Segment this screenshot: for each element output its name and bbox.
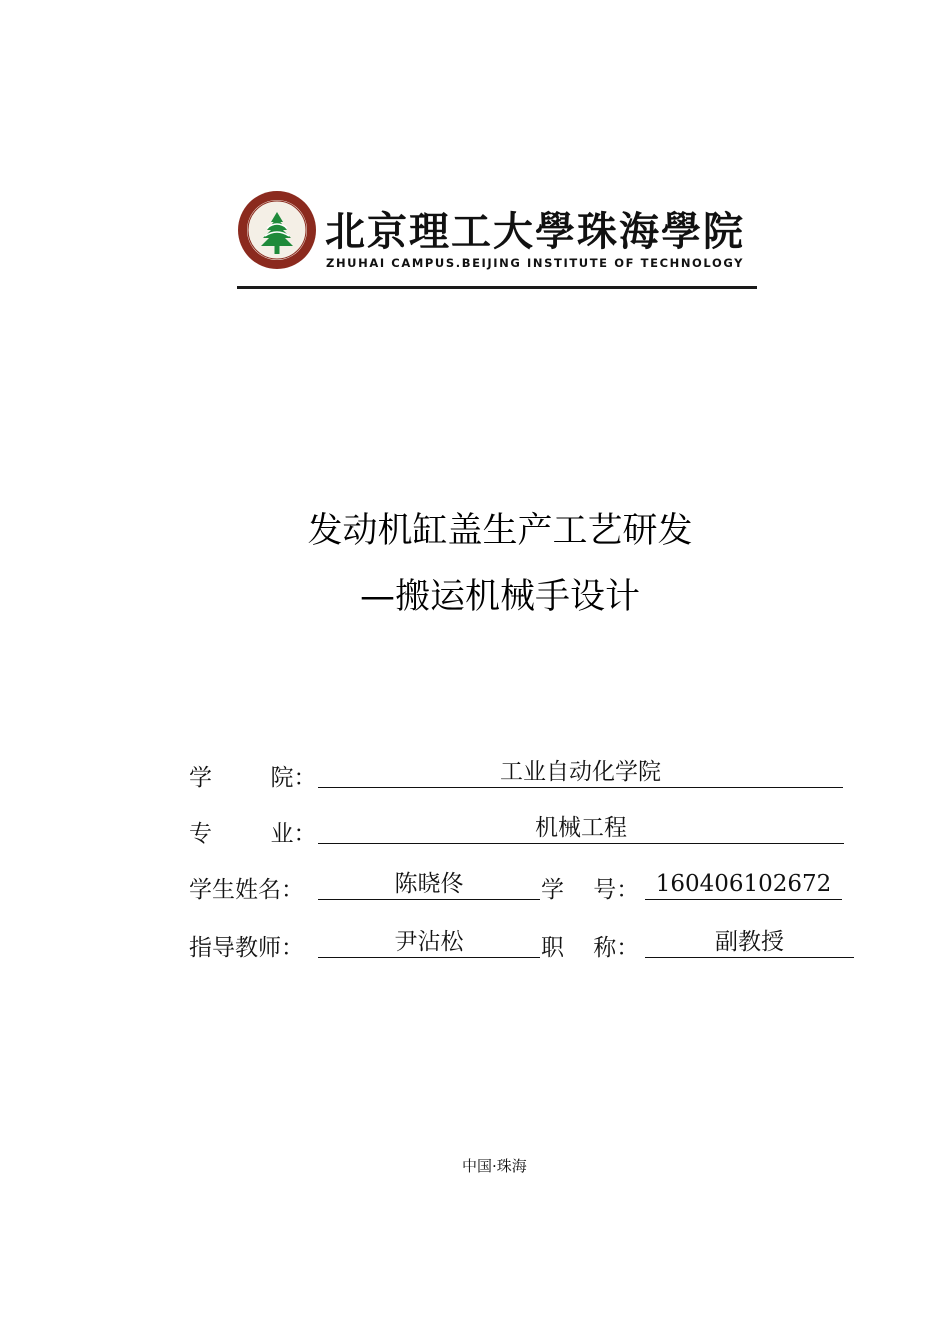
- thesis-subtitle: —搬运机械手设计: [359, 577, 640, 617]
- college-label: 学 院：: [189, 765, 317, 791]
- university-seal-icon: [237, 190, 317, 270]
- thesis-title: 发动机缸盖生产工艺研发: [307, 511, 693, 551]
- major-label: 专 业：: [189, 821, 317, 847]
- major-value: 机械工程: [318, 813, 844, 844]
- location-footer: 中国·珠海: [462, 1157, 527, 1175]
- advisor-label: 指导教师：: [189, 935, 304, 961]
- student-id-value: 160406102672: [645, 869, 842, 900]
- advisor-rank-value: 副教授: [645, 927, 854, 958]
- advisor-value: 尹沾松: [318, 927, 540, 958]
- university-name-cn: 北京理工大學珠海學院: [325, 209, 745, 255]
- advisor-rank-label: 职 称：: [541, 935, 640, 961]
- student-name-label: 学生姓名：: [189, 877, 304, 903]
- college-value: 工业自动化学院: [318, 757, 843, 788]
- student-id-label: 学 号：: [541, 877, 640, 903]
- student-name-value: 陈晓佟: [318, 869, 540, 900]
- logo-divider: [237, 286, 757, 289]
- university-name-en: ZHUHAI CAMPUS.BEIJING INSTITUTE OF TECHNOLOGY: [326, 256, 745, 270]
